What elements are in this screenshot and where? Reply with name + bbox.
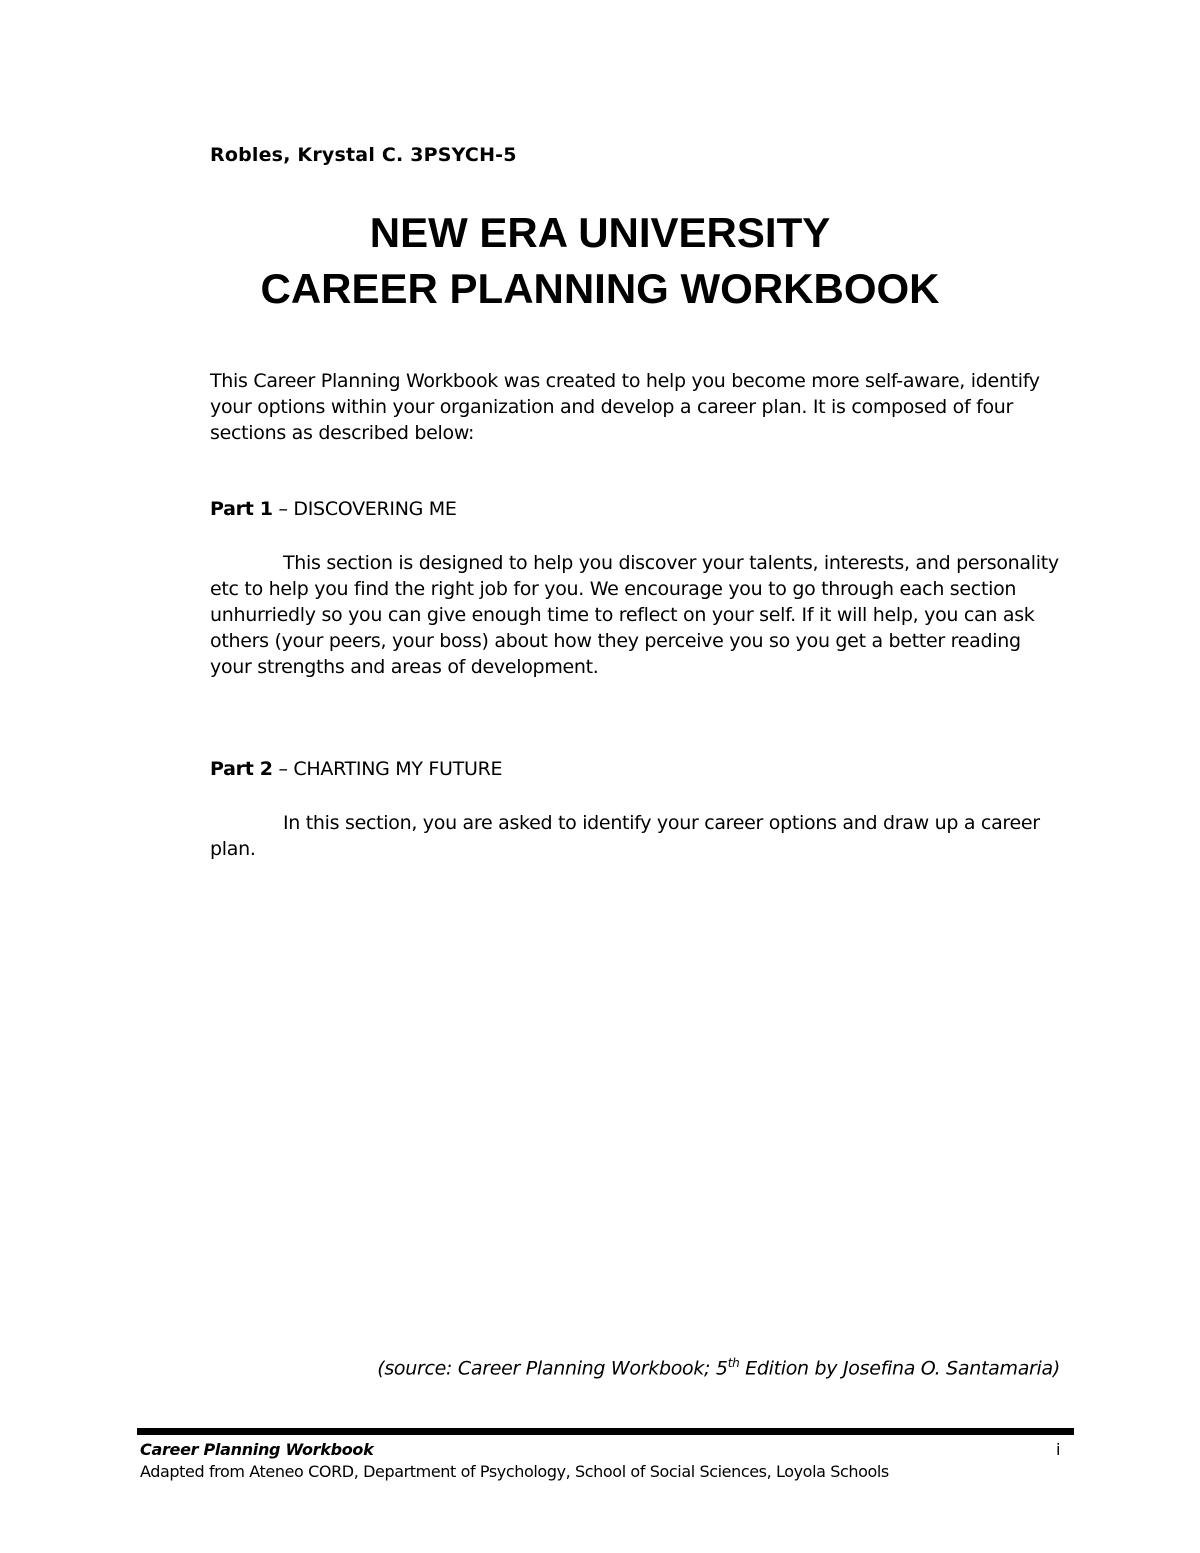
part2-separator: –	[272, 758, 294, 780]
source-superscript: th	[727, 1356, 740, 1370]
title-line-workbook: CAREER PLANNING WORKBOOK	[260, 265, 940, 312]
footer-page-number: i	[1056, 1440, 1061, 1459]
footer-title: Career Planning Workbook	[140, 1440, 374, 1459]
source-citation	[340, 1356, 1060, 1379]
source-text-after: Edition by Josefina O. Santamaria)	[739, 1357, 1060, 1380]
part1-name: DISCOVERING ME	[293, 498, 457, 520]
part2-body: In this section, you are asked to identify your career options and draw up a career plan.	[210, 812, 1040, 860]
part2-heading	[210, 758, 502, 780]
source-text-before: (source: Career Planning Workbook; 5	[377, 1357, 728, 1380]
part1-separator: –	[272, 498, 294, 520]
part2-label: Part 2	[210, 758, 273, 780]
footer-credit: Adapted from Ateneo CORD, Department of Psychology, School of Social Sciences, Loyola Schools	[140, 1462, 889, 1481]
student-name-line: Robles, Krystal C. 3PSYCH-5	[210, 144, 517, 166]
part1-label: Part 1	[210, 498, 273, 520]
title-line-university: NEW ERA UNIVERSITY	[369, 209, 831, 256]
intro-paragraph: This Career Planning Workbook was created to help you become more self-aware, identify your options within your organization and develop a career plan. It is composed of four sections as described below:	[210, 370, 1040, 444]
document-title	[130, 205, 1070, 317]
part1-heading	[210, 498, 457, 520]
footer-rule	[137, 1428, 1074, 1435]
part1-body: This section is designed to help you discover your talents, interests, and personality etc to help you find the right job for you. We encourage you to go through each section unhurriedly so you can give enough time to reflect on your self. If it will help, you can ask others (your peers, your boss) about how they perceive you so you get a better reading your strengths and areas of development.	[210, 552, 1059, 678]
part2-name: CHARTING MY FUTURE	[293, 758, 503, 780]
